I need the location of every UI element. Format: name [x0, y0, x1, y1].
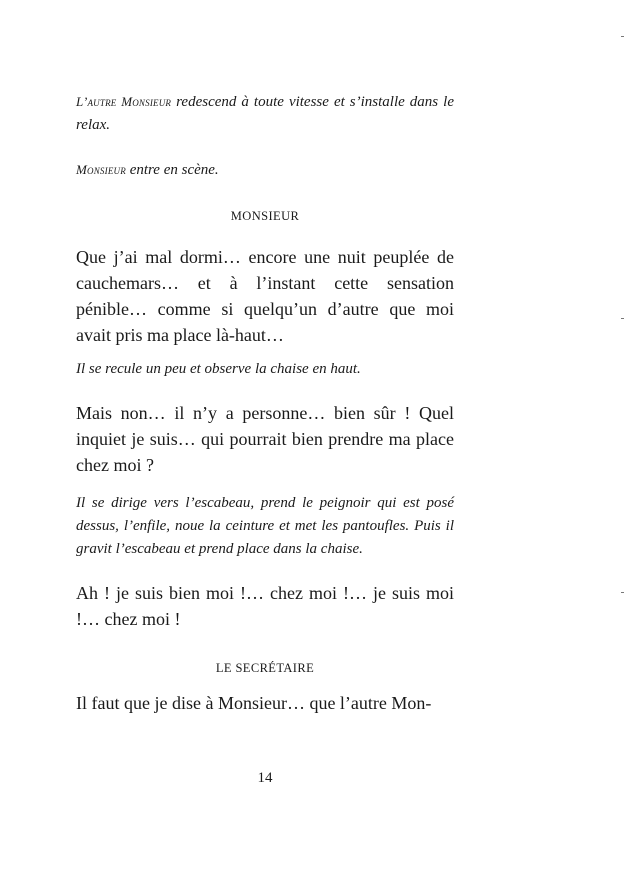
stage-direction-2	[76, 158, 454, 182]
edge-mark	[621, 318, 624, 319]
stage-direction-4: Il se dirige vers l’escabeau, prend le peignoir qui est posé dessus, l’enfile, noue la ceinture et met les pantoufles. Puis il gravit l’escabeau et prend place dans la chaise.	[76, 495, 454, 557]
stage-direction-text: entre en scène.	[125, 162, 219, 178]
page-number: 14	[257, 770, 273, 786]
dialogue-4: Il faut que je dise à Monsieur… que l’autre Mon-	[76, 693, 432, 713]
speaker-name-secretaire: LE SECRÉTAIRE	[215, 661, 315, 675]
dialogue-1: Que j’ai mal dormi… encore une nuit peuplée de cauchemars… et à l’instant cette sensation pénible… comme si quelqu’un d’autre que moi avait pris ma place là-haut…	[76, 247, 454, 345]
edge-mark	[621, 36, 624, 37]
stage-direction-text: redescend à toute vitesse et s’installe dans le relax.	[76, 94, 454, 133]
dialogue-2: Mais non… il n’y a personne… bien sûr ! Quel inquiet je suis… qui pourrait bien prendre ma place chez moi ?	[76, 403, 454, 475]
edge-mark	[621, 592, 624, 593]
dialogue-3: Ah ! je suis bien moi !… chez moi !… je suis moi !… chez moi !	[76, 583, 454, 629]
stage-character-name: L’autre Monsieur	[76, 94, 172, 109]
speaker-name-monsieur: MONSIEUR	[230, 209, 300, 223]
stage-direction-3: Il se recule un peu et observe la chaise en haut.	[76, 361, 361, 377]
stage-character-name: Monsieur	[76, 162, 126, 177]
stage-direction-1	[76, 90, 454, 137]
